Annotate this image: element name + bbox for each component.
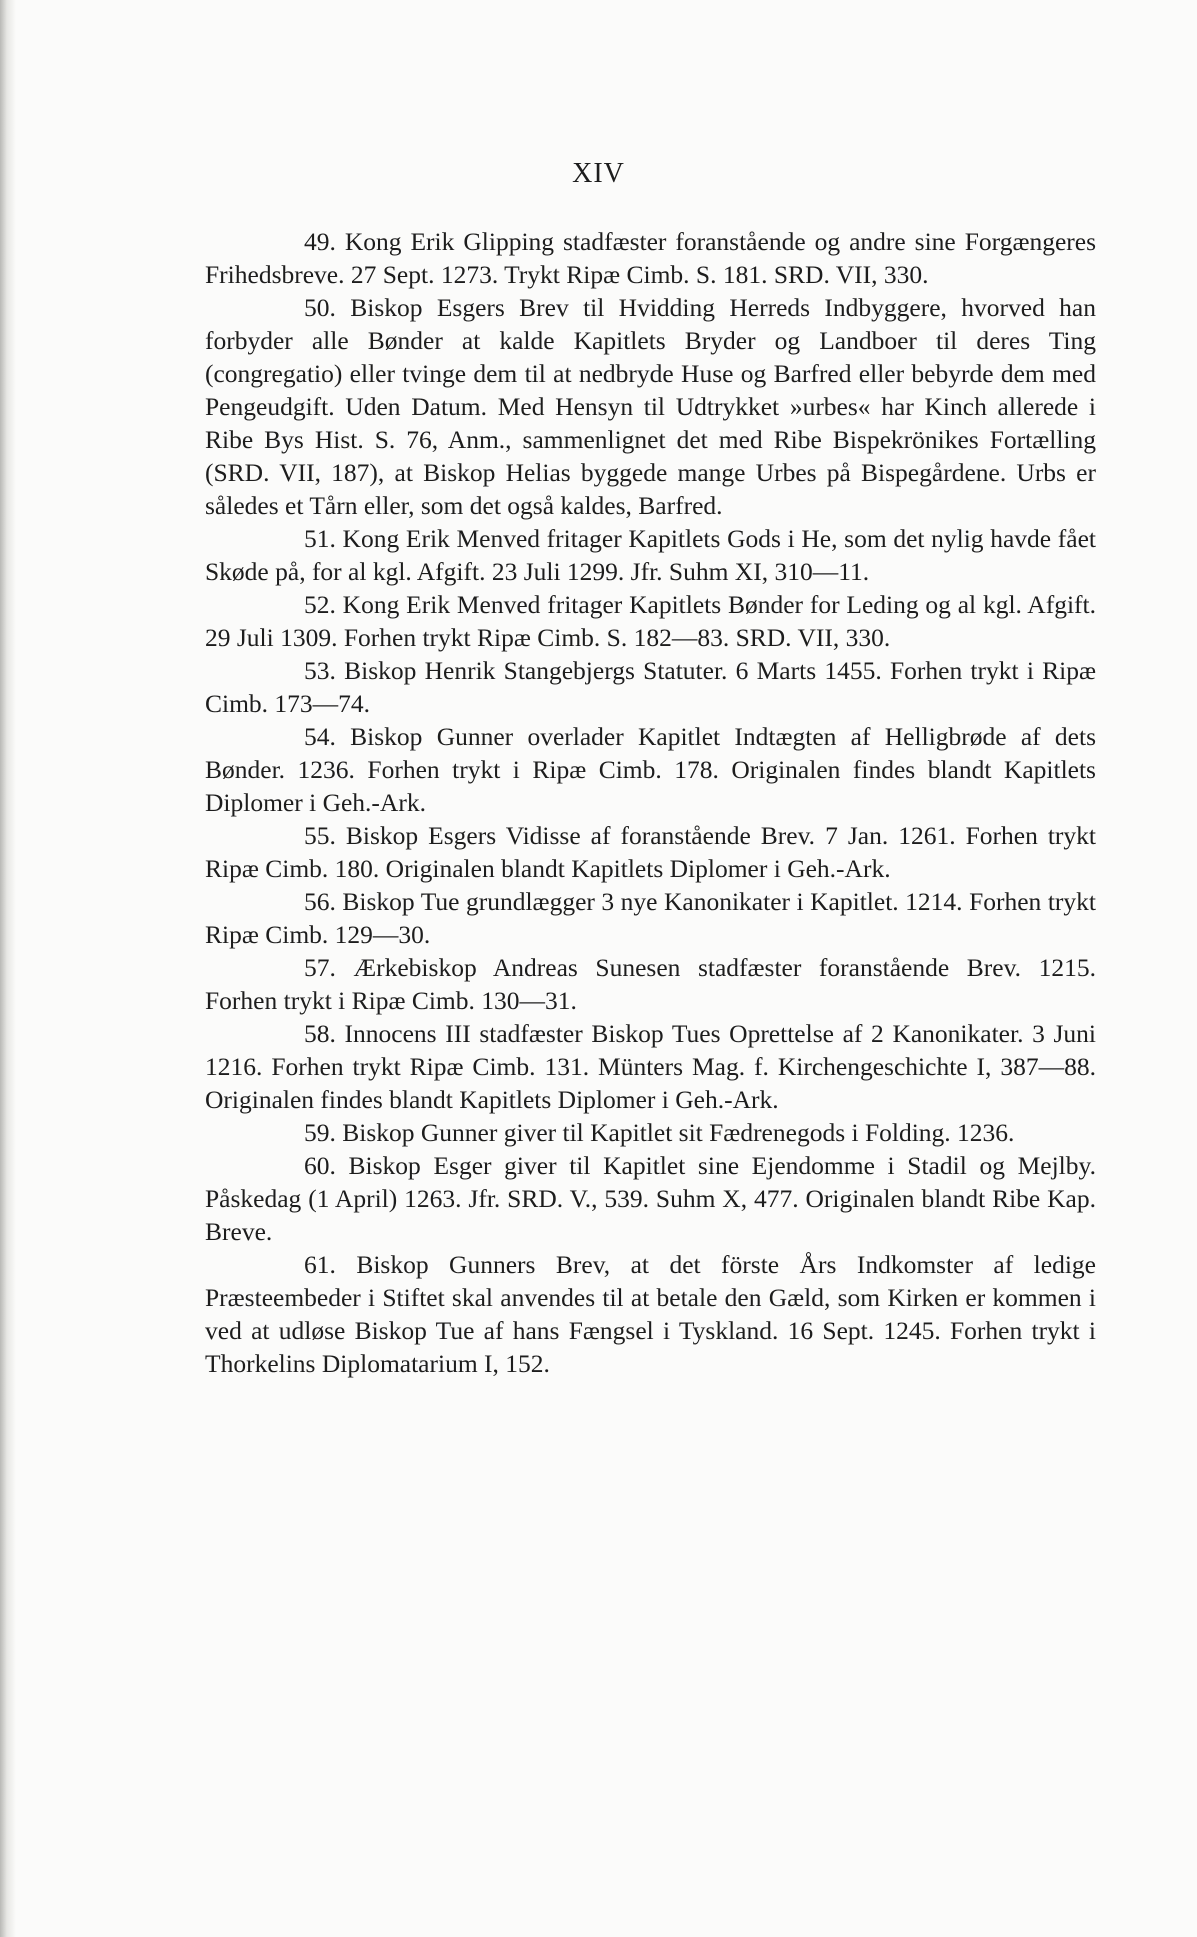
document-body [205, 225, 1096, 1380]
entry-55: 55. Biskop Esgers Vidisse af foranstående Brev. 7 Jan. 1261. Forhen trykt Ripæ Cimb. 180. Originalen blandt Kapitlets Diplomer i Geh.-Ark. [205, 821, 1096, 883]
entry-54: 54. Biskop Gunner overlader Kapitlet Indtægten af Helligbrøde af dets Bønder. 1236. Forhen trykt i Ripæ Cimb. 178. Originalen findes blandt Kapitlets Diplomer i Geh.-Ark. [205, 722, 1096, 817]
entry-50: 50. Biskop Esgers Brev til Hvidding Herreds Indbyggere, hvorved han forbyder alle Bønder at kalde Kapitlets Bryder og Landboer til deres Ting (congregatio) eller tvinge dem til at nedbryde Huse og Barfred eller bebyrde dem med Pengeudgift. Uden Datum. Med Hensyn til Udtrykket »urbes« har Kinch allerede i Ribe Bys Hist. S. 76, Anm., sammenlignet det med Ribe Bispekrönikes Fortælling (SRD. VII, 187), at Biskop Helias byggede mange Urbes på Bispegårdene. Urbs er således et Tårn eller, som det også kaldes, Barfred. [205, 293, 1096, 520]
entry-49: 49. Kong Erik Glipping stadfæster foranstående og andre sine Forgængeres Frihedsbreve. 27 Sept. 1273. Trykt Ripæ Cimb. S. 181. SRD. VII, 330. [205, 227, 1096, 289]
entry-53: 53. Biskop Henrik Stangebjergs Statuter. 6 Marts 1455. Forhen trykt i Ripæ Cimb. 173—74. [205, 656, 1096, 718]
entry-57: 57. Ærkebiskop Andreas Sunesen stadfæster foranstående Brev. 1215. Forhen trykt i Ripæ Cimb. 130—31. [205, 953, 1096, 1015]
entry-59: 59. Biskop Gunner giver til Kapitlet sit Fædrenegods i Folding. 1236. [304, 1118, 1015, 1147]
entry-60: 60. Biskop Esger giver til Kapitlet sine Ejendomme i Stadil og Mejlby. Påskedag (1 April) 1263. Jfr. SRD. V., 539. Suhm X, 477. Originalen blandt Ribe Kap. Breve. [205, 1151, 1096, 1246]
entry-56: 56. Biskop Tue grundlægger 3 nye Kanonikater i Kapitlet. 1214. Forhen trykt Ripæ Cimb. 129—30. [205, 887, 1096, 949]
page-number-header: XIV [572, 158, 625, 189]
entry-58: 58. Innocens III stadfæster Biskop Tues Oprettelse af 2 Kanonikater. 3 Juni 1216. Forhen trykt Ripæ Cimb. 131. Münters Mag. f. Kirchengeschichte I, 387—88. Originalen findes blandt Kapitlets Diplomer i Geh.-Ark. [205, 1019, 1096, 1114]
entry-51: 51. Kong Erik Menved fritager Kapitlets Gods i He, som det nylig havde fået Skøde på, for al kgl. Afgift. 23 Juli 1299. Jfr. Suhm XI, 310—11. [205, 524, 1096, 586]
entry-61: 61. Biskop Gunners Brev, at det förste Års Indkomster af ledige Præsteembeder i Stiftet skal anvendes til at betale den Gæld, som Kirken er kommen i ved at udløse Biskop Tue af hans Fængsel i Tyskland. 16 Sept. 1245. Forhen trykt i Thorkelins Diplomatarium I, 152. [205, 1250, 1096, 1378]
scanned-page-edge [0, 0, 16, 1937]
entry-52: 52. Kong Erik Menved fritager Kapitlets Bønder for Leding og al kgl. Afgift. 29 Juli 1309. Forhen trykt Ripæ Cimb. S. 182—83. SRD. VII, 330. [205, 590, 1096, 652]
